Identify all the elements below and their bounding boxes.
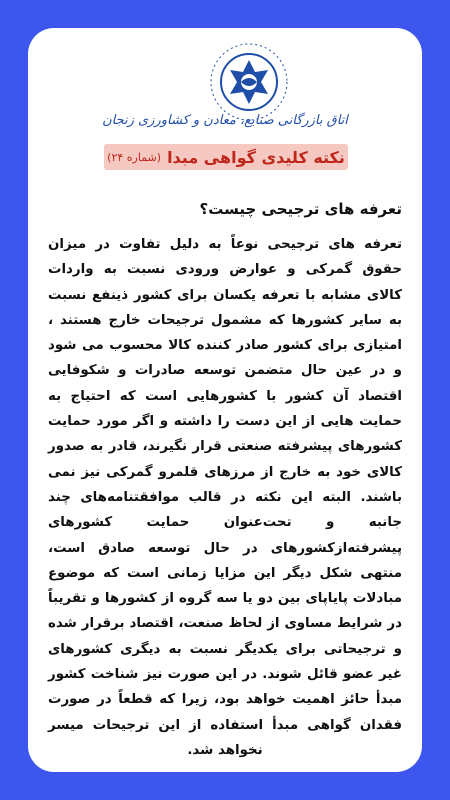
title-banner: [104, 144, 348, 170]
article-body: تعرفه های ترجیحی نوعاً به دلیل تفاوت در میزان حقوق گمرکی و عوارض ورودی نسبت به واردات کالای مشابه با تعرفه یکسان برای کشور ذینفع نسبت به سایر کشورها که مشمول ترجیحات خارج هستند ، امتیازی برای کشور صادر کننده کالا محسوب می شود و در عین حال متضمن توسعه صادرات و شکوفایی اقتصاد آن کشور با کشورهایی است که احتیاج به حمایت هایی از این دست را داشته و اگر مورد حمایت کشورهای پیشرفته صنعتی قرار نگیرند، قادر به صدور کالای خود به خارج از مرزهای قلمرو گمرکی نیز نمی باشند. البته این نکته در قالب موافقتنامه‌های چند جانبه و تحت‌عنوان حمایت کشورهای پیشرفته‌ازکشورهای در حال توسعه صادق است، منتهی شکل دیگر این مزایا زمانی است که موضوع مبادلات پایاپای بین دو یا سه گروه از کشورها و تقریباً در شرایط مساوی از لحاظ صنعت، اقتصاد برقرار شده و ترجیحاتی برای یکدیگر نسبت به دیگری کشورهای غیر عضو قائل شوند. در این صورت نیز شناخت کشور مبدأ حائز اهمیت خواهد بود، زیرا که قطعاً در صورت فقدان گواهی مبدأ استفاده از این ترجیحات میسر نخواهد شد.: [48, 237, 402, 758]
article-question: تعرفه های ترجیحی چیست؟: [199, 200, 402, 218]
banner-number: (شماره ۲۴): [107, 150, 162, 164]
banner-title: نکته کلیدی گواهی مبدا: [167, 147, 345, 167]
content-card: [28, 28, 422, 772]
organization-name: اتاق بازرگانی صنایع، معادن و کشاورزی زنجان: [102, 113, 348, 128]
